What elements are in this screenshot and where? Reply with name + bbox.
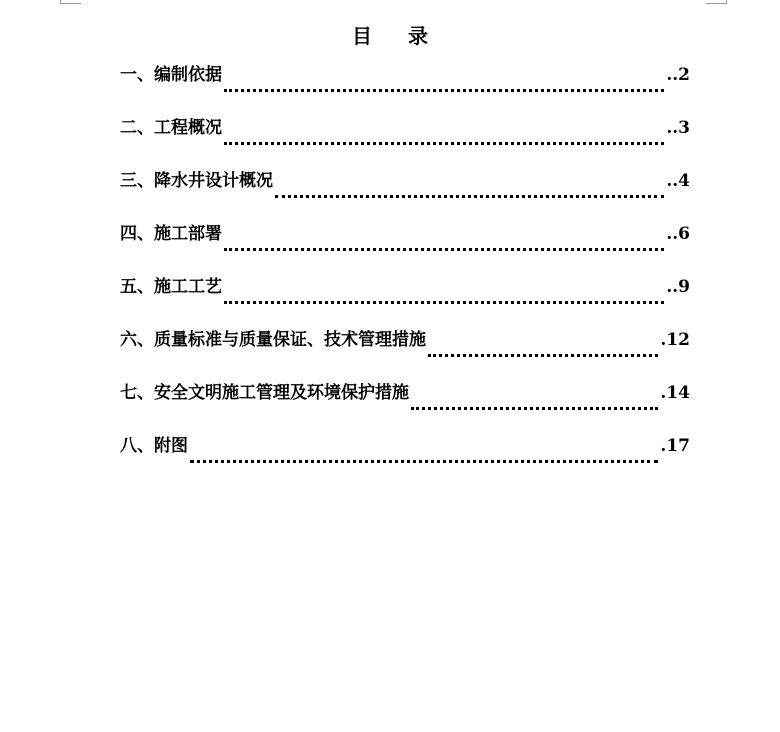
toc-entry-page: .12 (660, 330, 690, 350)
toc-entry-page: ..2 (666, 65, 690, 85)
toc-entry[interactable] (120, 325, 690, 378)
toc-entry-page: .17 (660, 436, 690, 456)
toc-entry-label: 六、质量标准与质量保证、技术管理措施 (120, 330, 426, 350)
toc-entry[interactable] (120, 219, 690, 272)
table-of-contents (120, 60, 690, 484)
toc-entry-label: 三、降水井设计概况 (120, 171, 273, 191)
toc-entry[interactable] (120, 431, 690, 484)
toc-dot-leader (428, 354, 658, 357)
toc-dot-leader (224, 89, 664, 92)
page-corner-mark-left (60, 0, 81, 4)
toc-entry-label: 四、施工部署 (120, 224, 222, 244)
toc-dot-leader (224, 142, 664, 145)
toc-dot-leader (275, 195, 664, 198)
toc-entry-page: ..3 (666, 118, 690, 138)
toc-entry-page: ..4 (666, 171, 690, 191)
toc-entry-page: ..9 (666, 277, 690, 297)
toc-dot-leader (224, 301, 664, 304)
toc-dot-leader (411, 407, 658, 410)
toc-entry[interactable] (120, 60, 690, 113)
toc-entry-label: 一、编制依据 (120, 65, 222, 85)
toc-entry[interactable] (120, 113, 690, 166)
toc-title-char-2: 录 (408, 24, 428, 48)
toc-entry[interactable] (120, 378, 690, 431)
toc-entry-label: 八、附图 (120, 436, 188, 456)
toc-entry[interactable] (120, 272, 690, 325)
toc-title (0, 20, 780, 49)
toc-entry[interactable] (120, 166, 690, 219)
toc-title-char-1: 目 (352, 24, 372, 48)
toc-entry-page: ..6 (666, 224, 690, 244)
toc-dot-leader (190, 460, 658, 463)
toc-dot-leader (224, 248, 664, 251)
toc-entry-page: .14 (660, 383, 690, 403)
toc-entry-label: 五、施工工艺 (120, 277, 222, 297)
page-corner-mark-right (706, 0, 727, 4)
toc-entry-label: 二、工程概况 (120, 118, 222, 138)
toc-entry-label: 七、安全文明施工管理及环境保护措施 (120, 383, 409, 403)
